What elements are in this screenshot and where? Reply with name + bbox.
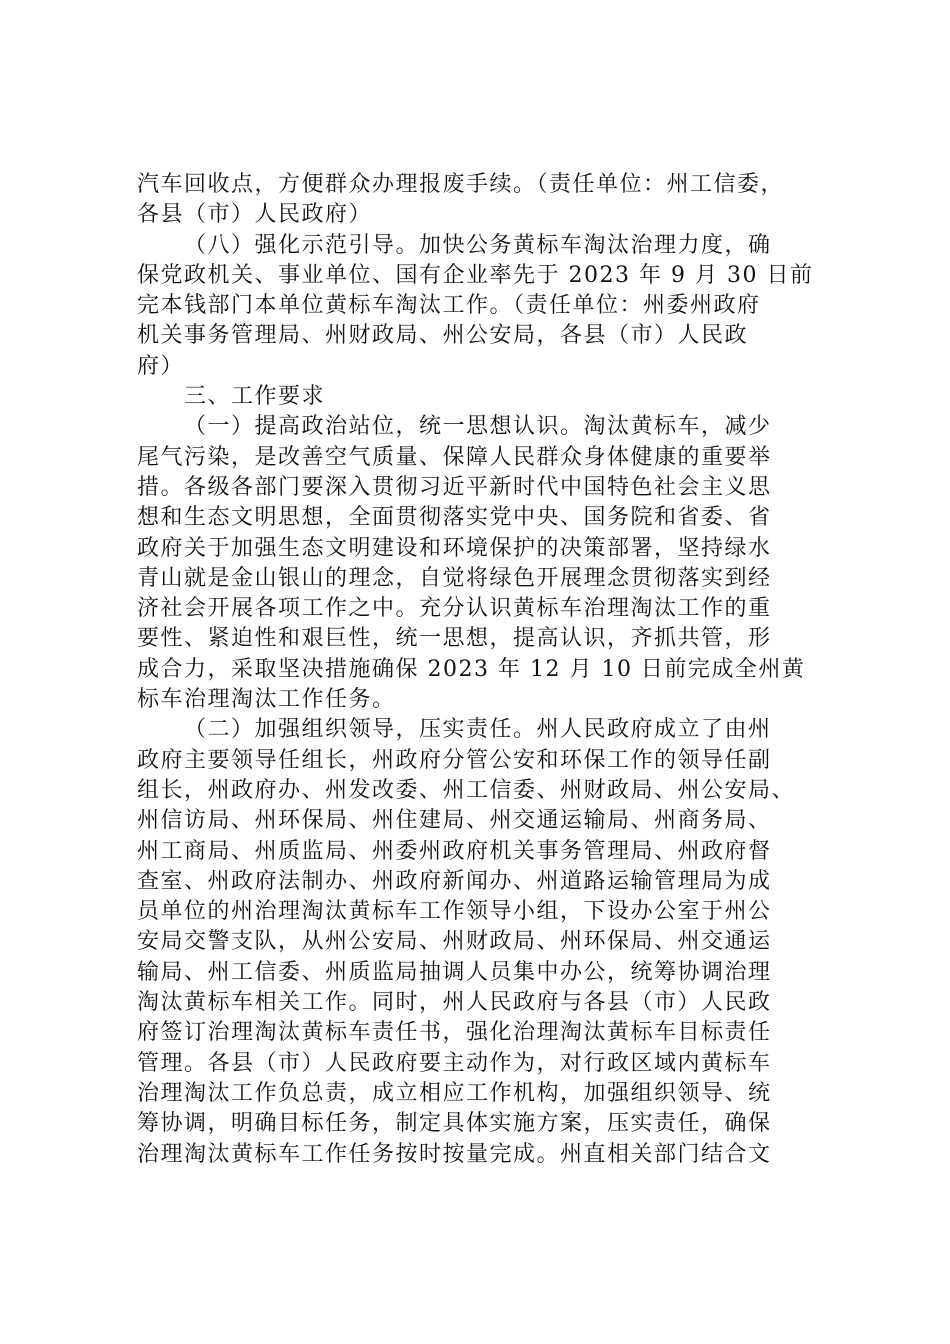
text-line: 政府主要领导任组长，州政府分管公安和环保工作的领导任副 [137,747,772,773]
text-line: 各县（市）人民政府） [137,202,373,228]
text-line: 完本钱部门本单位黄标车淘汰工作。（责任单位：州委州政府 [137,293,761,319]
text-line: 筹协调，明确目标任务，制定具体实施方案，压实责任，确保 [137,1111,772,1137]
text-line: 成合力，采取坚决措施确保 2023 年 12 月 10 日前完成全州黄 [137,656,806,682]
text-line: 府） [137,353,185,379]
text-line: 府签订治理淘汰黄标车责任书，强化治理淘汰黄标车目标责任 [137,1020,772,1046]
text-line: （一）提高政治站位，统一思想认识。淘汰黄标车，减少 [184,414,772,440]
text-line: 三、工作要求 [184,384,326,410]
text-line: 要性、紧迫性和艰巨性，统一思想，提高认识，齐抓共管，形 [137,626,772,652]
text-line: 查室、州政府法制办、州政府新闻办、州道路运输管理局为成 [137,868,772,894]
text-line: 治理淘汰黄标车工作任务按时按量完成。州直相关部门结合文 [137,1141,772,1167]
text-line: 保党政机关、事业单位、国有企业率先于 2023 年 9 月 30 日前 [137,262,814,288]
text-line: 济社会开展各项工作之中。充分认识黄标车治理淘汰工作的重 [137,596,772,622]
text-line: 治理淘汰工作负总责，成立相应工作机构，加强组织领导、统 [137,1080,772,1106]
text-line: 尾气污染，是改善空气质量、保障人民群众身体健康的重要举 [137,444,772,470]
text-line: 输局、州工信委、州质监局抽调人员集中办公，统筹协调治理 [137,959,772,985]
text-line: 州工商局、州质监局、州委州政府机关事务管理局、州政府督 [137,838,772,864]
text-line: 管理。各县（市）人民政府要主动作为，对行政区域内黄标车 [137,1050,772,1076]
text-line: 组长，州政府办、州发改委、州工信委、州财政局、州公安局、 [137,777,796,803]
text-line: 想和生态文明思想，全面贯彻落实党中央、国务院和省委、省 [137,505,772,531]
text-line: 安局交警支队，从州公安局、州财政局、州环保局、州交通运 [137,929,772,955]
text-line: 汽车回收点，方便群众办理报废手续。（责任单位：州工信委， [137,172,785,197]
text-line: 淘汰黄标车相关工作。同时，州人民政府与各县（市）人民政 [137,990,772,1016]
text-line: 标车治理淘汰工作任务。 [137,687,396,713]
text-line: 机关事务管理局、州财政局、州公安局，各县（市）人民政 [137,323,749,349]
text-line: 员单位的州治理淘汰黄标车工作领导小组，下设办公室于州公 [137,899,772,925]
text-line: 措。各级各部门要深入贯彻习近平新时代中国特色社会主义思 [137,474,772,500]
text-line: 青山就是金山银山的理念，自觉将绿色开展理念贯彻落实到经 [137,565,772,591]
text-line: （八）强化示范引导。加快公务黄标车淘汰治理力度，确 [184,232,772,258]
document-body [137,170,837,1170]
text-line: （二）加强组织领导，压实责任。州人民政府成立了由州 [184,717,772,743]
text-line: 政府关于加强生态文明建设和环境保护的决策部署，坚持绿水 [137,535,772,561]
text-line: 州信访局、州环保局、州住建局、州交通运输局、州商务局、 [137,808,772,834]
